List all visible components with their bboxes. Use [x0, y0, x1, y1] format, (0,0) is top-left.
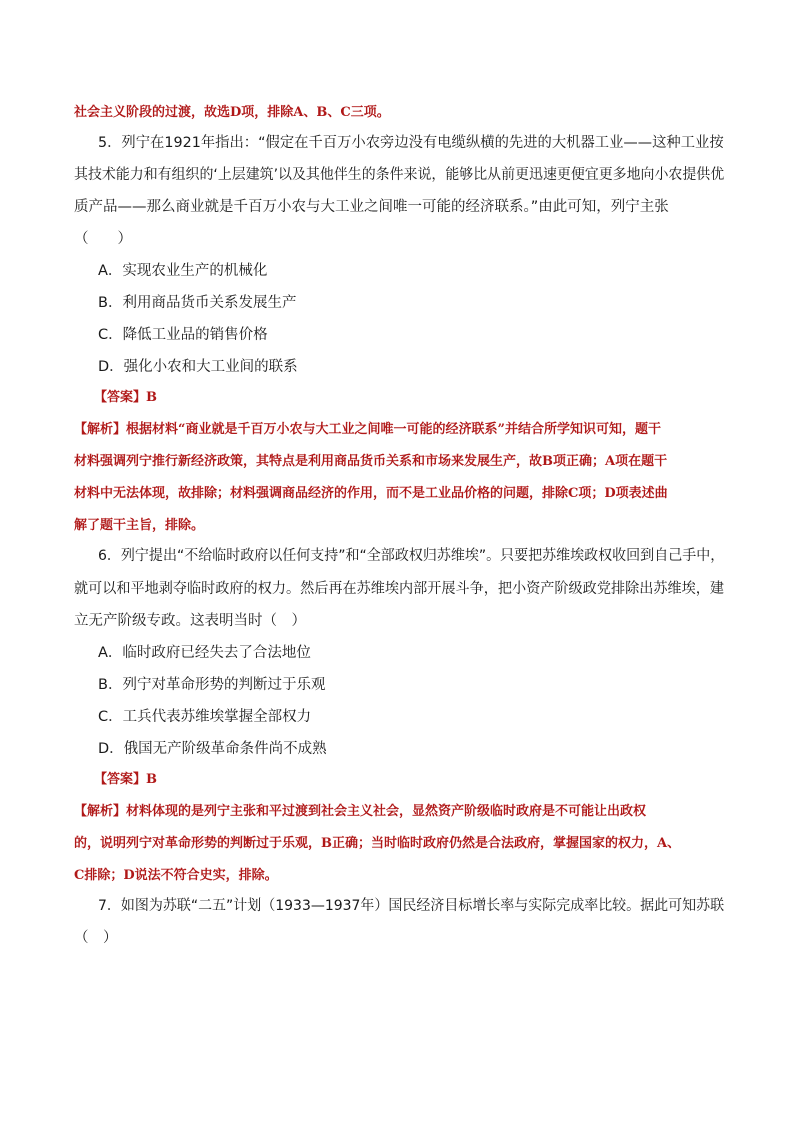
question-6-option-d: D．俄国无产阶级革命条件尚不成熟	[98, 741, 327, 757]
question-5-option-b: B．利用商品货币关系发展生产	[98, 295, 297, 311]
question-7-text-line-1: 7．如图为苏联“二五”计划（1933—1937年）国民经济目标增长率与实际完成率比较。据此可知苏联	[98, 898, 725, 914]
question-5-explanation-line-3: 材料中无法体现，故排除；材料强调商品经济的作用，而不是工业品价格的问题，排除C项；D项表述曲	[74, 486, 668, 501]
question-5-option-d: D．强化小农和大工业间的联系	[98, 359, 298, 375]
question-6-explanation-line-2: 的，说明列宁对革命形势的判断过于乐观，B正确；当时临时政府仍然是合法政府，掌握国家的权力，A、	[74, 836, 681, 851]
question-6-explanation-line-3: C排除；D说法不符合史实，排除。	[74, 868, 278, 883]
question-7-blank: （ ）	[74, 930, 118, 946]
question-5-option-c: C．降低工业品的销售价格	[98, 327, 268, 343]
question-6-option-a: A．临时政府已经失去了合法地位	[98, 645, 311, 661]
explanation-continuation: 社会主义阶段的过渡，故选D项，排除A、B、C三项。	[74, 105, 390, 120]
question-5-text-line-2: 其技术能力和有组织的‘上层建筑’以及其他伴生的条件来说，能够比从前更迅速更便宜更多地向小农提供优	[74, 167, 725, 183]
question-5-blank: （ ）	[74, 231, 132, 247]
question-6-explanation-line-1: 【解析】材料体现的是列宁主张和平过渡到社会主义社会，显然资产阶级临时政府是不可能让出政权	[74, 804, 647, 819]
question-5-text-line-1: 5．列宁在1921年指出：“假定在千百万小农旁边没有电缆纵横的先进的大机器工业——这种工业按	[98, 135, 724, 151]
question-6-option-b: B．列宁对革命形势的判断过于乐观	[98, 677, 326, 693]
question-5-answer: 【答案】B	[94, 390, 157, 405]
question-6-answer: 【答案】B	[94, 772, 157, 787]
question-5-explanation-line-2: 材料强调列宁推行新经济政策，其特点是利用商品货币关系和市场来发展生产，故B项正确；A项在题干	[74, 454, 668, 469]
question-5-text-line-3: 质产品——那么商业就是千百万小农与大工业之间唯一可能的经济联系。”由此可知，列宁主张	[74, 199, 669, 215]
question-6-option-c: C．工兵代表苏维埃掌握全部权力	[98, 709, 312, 725]
question-6-text-line-3: 立无产阶级专政。这表明当时（ ）	[74, 613, 306, 629]
question-5-explanation-line-1: 【解析】根据材料“商业就是千百万小农与大工业之间唯一可能的经济联系”并结合所学知识可知，题干	[74, 422, 661, 437]
question-5-option-a: A．实现农业生产的机械化	[98, 263, 268, 279]
question-5-explanation-line-4: 解了题干主旨，排除。	[74, 518, 205, 533]
question-6-text-line-2: 就可以和平地剥夺临时政府的权力。然后再在苏维埃内部开展斗争，把小资产阶级政党排除出苏维埃，建	[74, 581, 724, 597]
question-6-text-line-1: 6．列宁提出“不给临时政府以任何支持”和“全部政权归苏维埃”。只要把苏维埃政权收回到自己手中，	[98, 548, 725, 564]
